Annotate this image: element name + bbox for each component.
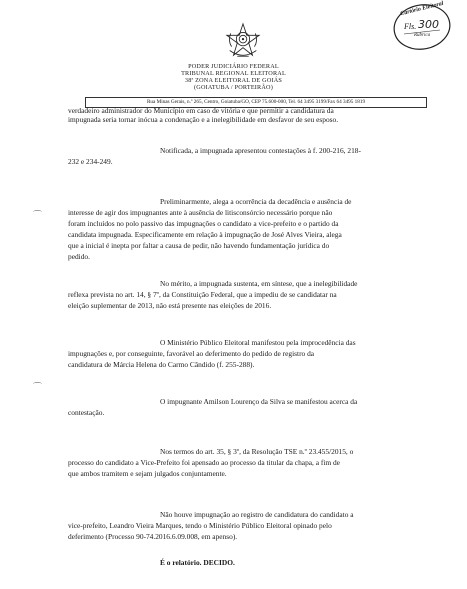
p6-line3: que ambos tramitem e sejam julgados conjuntamente. [68, 469, 227, 478]
p6-line2: processo do candidato a Vice-Prefeito foi apensado ao processo da titular da chapa, a fim de [68, 458, 340, 467]
p4-line3: candidatura de Márcia Helena do Carmo Cândido (f. 255-288). [68, 360, 255, 369]
p2-line6: pedido. [68, 252, 90, 261]
p7-line2: vice-prefeito, Leandro Vieira Marques, tendo o Ministério Público Eleitoral opinado pelo [68, 521, 332, 530]
closing-line: É o relatório. DECIDO. [160, 558, 235, 567]
p3-line2: reflexa prevista no art. 14, § 7º, da Constituição Federal, que a impediu de se candidatar na [68, 290, 337, 299]
margin-mark: ⌒ [33, 382, 43, 392]
p0-line1: verdadeiro administrador do Município em caso de vitória e que permitir a candidatura da [68, 106, 334, 115]
p2-line1: Preliminarmente, alega a ocorrência da decadência e ausência de [160, 197, 352, 206]
p4-line2: impugnações e, por conseguinte, favorável ao deferimento do pedido de registro da [68, 349, 315, 358]
header-tribunal: TRIBUNAL REGIONAL ELEITORAL [181, 70, 286, 77]
coat-of-arms-icon [224, 22, 262, 60]
stamp-page-number: 300 [418, 18, 439, 31]
header-zone: 38ª ZONA ELEITORAL DE GOIÁS [184, 77, 283, 84]
p7-line3: deferimento (Processo 90-74.2016.6.09.008, em apenso). [68, 532, 238, 541]
p5-line2: contestação. [68, 408, 105, 417]
p2-line3: foram incluídos no polo passivo das impugnações o candidato a vice-prefeito e o partido da [68, 219, 339, 228]
header-court: PODER JUDICIÁRIO FEDERAL [188, 63, 279, 70]
p1-line1: Notificada, a impugnada apresentou contestações à f. 200-216, 218- [160, 146, 361, 155]
p6-line1: Nos termos do art. 35, § 3º, da Resolução TSE n.º 23.455/2015, o [160, 447, 354, 456]
stamp-fls-label: Fls. [404, 22, 417, 31]
p3-line1: No mérito, a impugnada sustenta, em síntese, que a inelegibilidade [160, 279, 358, 288]
p2-line4: candidata impugnada. Especificamente em relação à impugnação de José Alves Vieira, alega [68, 230, 342, 239]
p4-line1: O Ministério Público Eleitoral manifestou pela improcedência das [160, 338, 356, 347]
stamp-title: Cartório Eleitoral [399, 0, 445, 18]
stamp-signature: Rubrica [414, 33, 431, 38]
p0-line2: impugnada seria tornar inócua a condenação e a inelegibilidade em desfavor de seu esposo. [68, 115, 339, 124]
margin-mark: ⌒ [33, 210, 43, 220]
p7-line1: Não houve impugnação ao registro de candidatura do candidato a [160, 510, 354, 519]
address-band: Rua Minas Gerais, n.º 265, Centro, Goiatuba/GO, CEP 75.600-000, Tel. 64 3495 3199/Fax 64 3495 1819 [85, 97, 427, 108]
p2-line5: que a inicial é inepta por faltar a causa de pedir, não havendo fundamentação jurídica do [68, 241, 330, 250]
p5-line1: O impugnante Amilson Lourenço da Silva se manifestou acerca da [160, 397, 358, 406]
p3-line3: eleição suplementar de 2013, não está presente nas eleições de 2016. [68, 301, 272, 310]
p1-line2: 232 e 234-249. [68, 157, 113, 166]
header-cities: (GOIATUBA / PORTEIRÃO) [194, 84, 273, 91]
p2-line2: interesse de agir dos impugnantes ante à ausência de litisconsórcio necessário porque não [68, 208, 333, 217]
